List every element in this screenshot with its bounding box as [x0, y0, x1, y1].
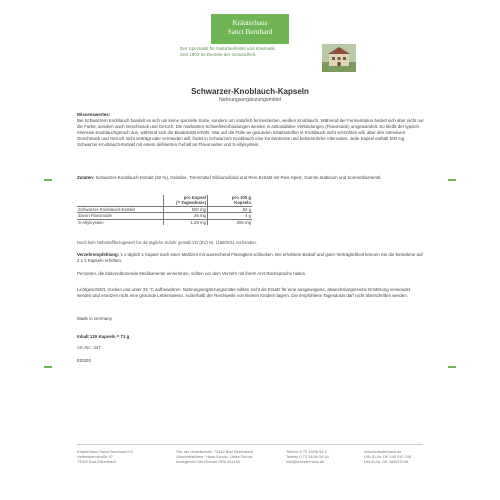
table-footnote: Noch kein Nährstoffbezugswert für die tägliche Zufuhr gemäß VO (EU) Nr. 1169/2011 vorhanden.	[77, 240, 257, 245]
footer-company: Kräuterhaus Sanct Bernhard KG	[77, 449, 134, 454]
zutaten-section	[77, 175, 425, 181]
footer-managers: Geschäftsführer: Hans Schulz, Ulrike Schulz	[176, 454, 253, 460]
building-photo	[322, 44, 356, 72]
footer-vat-id: USt-ID-Nr. DE 145 010 246	[364, 454, 412, 460]
footer-phone: Telefon 0 73 34/96 54-0	[286, 449, 327, 454]
footer-vat-id-2: Ust-ID-Nr. DE 185872246	[364, 459, 409, 465]
footer-col-3	[286, 449, 329, 465]
art-nr-text: Art.-Nr.: 347	[77, 345, 101, 350]
zutaten-label: Zutaten:	[77, 175, 95, 180]
table-header-row	[77, 195, 252, 206]
fold-mark-right-top	[448, 179, 456, 181]
row-per-100g: 82 g	[208, 206, 253, 212]
footer-fax: Telefax 0 73 34/96 54-44	[286, 454, 329, 460]
footer-court: Amtsgericht Ulm/Donau HRA 541160	[176, 459, 240, 465]
product-title: Schwarzer-Knoblauch-Kapseln	[191, 87, 309, 96]
wissenswertes-section	[77, 112, 425, 149]
row-per-capsule: 1,25 mg	[164, 219, 208, 225]
row-per-capsule: 500 mg	[164, 206, 208, 212]
fold-mark-right-bottom	[448, 366, 456, 368]
brand-logo	[211, 14, 289, 44]
inhalt-text: Inhalt 120 Kapseln = 71 g	[77, 334, 130, 339]
per-100g-label: pro 100 g	[231, 195, 251, 200]
per-capsule-label: pro Kapsel	[183, 195, 206, 200]
verzehr-section	[77, 252, 425, 264]
table-header-per-capsule	[164, 195, 208, 206]
footer-divider	[77, 444, 423, 445]
row-name: davon Flavonoide	[77, 213, 164, 219]
row-per-100g: 206 mg	[208, 219, 253, 225]
table-row	[77, 219, 252, 225]
footer-email: info@kraeuterhaus.de	[286, 459, 325, 465]
product-subtitle: Nahrungsergänzungsmittel	[219, 97, 281, 103]
fold-mark-left-top	[44, 179, 52, 181]
row-per-capsule: 25 mg	[164, 213, 208, 219]
row-name: S-Allylcystein	[77, 219, 164, 225]
footer-col-4	[364, 449, 411, 465]
logo-line-1: Kräuterhaus	[232, 19, 268, 27]
wissenswertes-text: Bei Schwarzem Knoblauch handelt es sich um keine spezielle Sorte, sondern um natürlich fermentierten, weißen Knoblauch. Während der Fermentation ändert sich aber nicht nur die Farbe, sondern auch Geschmack und Geruch. Die markanten Schwefelverbindungen werden in antioxidative Verbindungen (Flavonoide) umgewandelt. So bleibt der typisch intensive Knoblauchgeruch aus, während sich die Bioaktivität erhöht. War auf die Fülle an gesunden Inhaltsstoffen in Knoblauch nicht verzichten will, aber den intensiven Geschmack und Geruch nicht verträgt oder vermeiden will, findet in Schwarzem Knoblauch eine konzentrierte und bekömmliche Alternative. Jede Kapsel enthält 500 mg Schwarzer-Knoblauch-Extrakt mit einem definierten Gehalt an Flavonoiden und S-Allylcystein.	[77, 118, 424, 148]
footer-col-1	[77, 449, 133, 465]
hinweis-text: Personen, die blutverdünnende Medikamente einnehmen, sollten vor dem Verzehr mit ihrem Arzt Rücksprache halten.	[77, 271, 307, 276]
tagline-line-2: Seit 1903 im Dienste der Gesundheit.	[180, 52, 257, 57]
footer-website: www.kraeuterhaus.de	[364, 449, 402, 454]
verzehr-label: Verzehrempfehlung:	[77, 252, 120, 257]
per-capsule-sub: (= Tagesdosis)	[176, 200, 206, 206]
footer-seat: Sitz der Gesellschaft: 73342 Bad Ditzenbach	[176, 449, 254, 454]
made-in-text: Made in Germany	[77, 316, 112, 321]
table-header-empty	[77, 195, 164, 206]
row-name: Schwarzer-Knoblauch-Extrakt	[77, 206, 164, 212]
row-per-100g: 4 g	[208, 213, 253, 219]
per-100g-sub: Kapseln	[234, 200, 251, 206]
fold-mark-left-bottom	[44, 366, 52, 368]
tagline-line-1: Der Spezialist für Naturheilmittel und Kosmetik.	[180, 46, 276, 51]
lagerung-text: Lichtgeschützt, trocken und unter 25 °C aufbewahren. Nahrungsergänzungsmittel sollten nicht als Ersatz für eine ausgewogene, abwechslungsreiche Ernährung verwendet werden und ersetzen nicht eine gesunde Lebensweise. Außerhalb der Reichweite von kleinen Kindern lagern. Die empfohlene Tagesdosis darf nicht überschritten werden.	[77, 287, 411, 299]
footer-col-2	[176, 449, 253, 465]
footer-street: Helfensteinstraße 47	[77, 454, 113, 460]
logo-line-2: Sanct Bernhard	[227, 28, 273, 36]
brand-tagline	[180, 46, 320, 58]
footer-city: 73342 Bad Ditzenbach	[77, 459, 117, 465]
verzehr-text: 1 x täglich 1 Kapsel nach einer Mahlzeit mit ausreichend Flüssigkeit schlucken. Bei erhöhtem Bedarf und guter Verträglichkeit können Sie die Einnahme auf 2 x 1 Kapseln erhöhen.	[77, 252, 423, 264]
table-header-per-100g	[208, 195, 253, 206]
code-text: Et0320	[77, 358, 91, 363]
zutaten-text: Schwarzer-Knoblauch-Extrakt (82 %), Gelatine, Trennmittel Siliciumdioxid und Reis-Extrakt mit Reis-Spelz, Gummi arabicum und Sonnenblumenöl.	[95, 175, 382, 180]
wissenswertes-heading: Wissenswertes:	[77, 112, 111, 117]
nutrition-table	[77, 195, 252, 225]
